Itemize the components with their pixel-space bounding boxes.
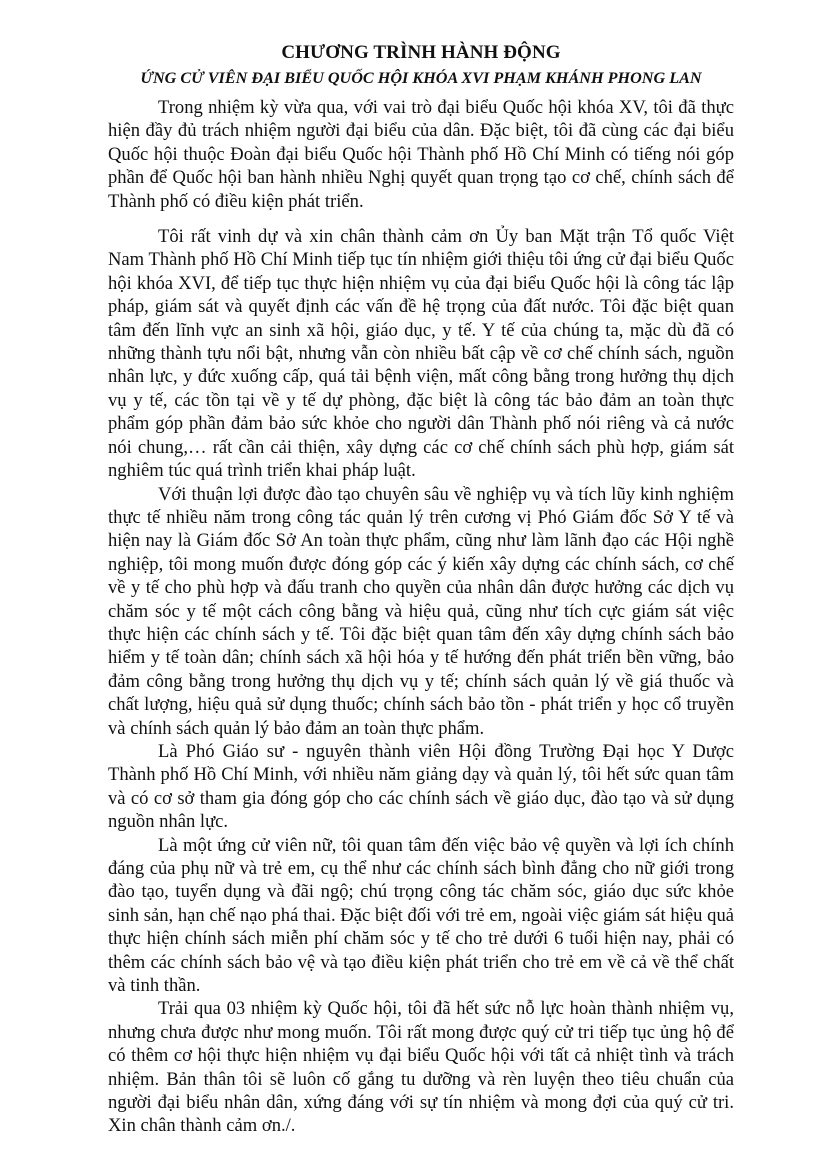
paragraph-6: Trải qua 03 nhiệm kỳ Quốc hội, tôi đã hết sức nỗ lực hoàn thành nhiệm vụ, nhưng chưa được như mong muốn. Tôi rất mong được quý cử tri tiếp tục ủng hộ để có thêm cơ hội thực hiện nhiệm vụ đại biểu Quốc hội với tất cả nhiệt tình và trách nhiệm. Bản thân tôi sẽ luôn cố gắng tu dưỡng và rèn luyện theo tiêu chuẩn của người đại biểu nhân dân, xứng đáng với sự tín nhiệm và mong đợi của quý cử tri. Xin chân thành cảm ơn./. bbox=[108, 998, 734, 1137]
paragraph-4: Là Phó Giáo sư - nguyên thành viên Hội đồng Trường Đại học Y Dược Thành phố Hồ Chí Minh, với nhiều năm giảng dạy và quản lý, tôi hết sức quan tâm và có cơ sở tham gia đóng góp cho các chính sách về giáo dục, đào tạo và sử dụng nguồn nhân lực. bbox=[108, 740, 734, 833]
paragraph-1: Trong nhiệm kỳ vừa qua, với vai trò đại biểu Quốc hội khóa XV, tôi đã thực hiện đầy đủ trách nhiệm người đại biểu của dân. Đặc biệt, tôi đã cùng các đại biểu Quốc hội thuộc Đoàn đại biểu Quốc hội Thành phố Hồ Chí Minh có tiếng nói góp phần để Quốc hội ban hành nhiều Nghị quyết quan trọng tạo cơ chế, chính sách để Thành phố có điều kiện phát triển. bbox=[108, 97, 734, 212]
document-subtitle: ỨNG CỬ VIÊN ĐẠI BIỂU QUỐC HỘI KHÓA XVI PHẠM KHÁNH PHONG LAN bbox=[140, 69, 702, 87]
paragraph-3: Với thuận lợi được đào tạo chuyên sâu về nghiệp vụ và tích lũy kinh nghiệm thực tế nhiều năm trong công tác quản lý trên cương vị Phó Giám đốc Sở Y tế và hiện nay là Giám đốc Sở An toàn thực phẩm, cũng như làm lãnh đạo các Hội nghề nghiệp, tôi mong muốn được đóng góp các ý kiến xây dựng các chính sách, cơ chế về y tế cho phù hợp và đấu tranh cho quyền của nhân dân được hưởng các dịch vụ chăm sóc y tế một cách công bằng và hiệu quả, cũng như tích cực giám sát việc thực hiện các chính sách y tế. Tôi đặc biệt quan tâm đến xây dựng chính sách bảo hiểm y tế toàn dân; chính sách xã hội hóa y tế hướng đến phát triển bền vững, bảo đảm công bằng trong hưởng thụ dịch vụ y tế; chính sách quản lý về giá thuốc và chất lượng, hiệu quả sử dụng thuốc; chính sách bảo tồn - phát triển y học cổ truyền và chính sách quản lý bảo đảm an toàn thực phẩm. bbox=[108, 483, 734, 739]
document-title: CHƯƠNG TRÌNH HÀNH ĐỘNG bbox=[281, 42, 561, 63]
paragraph-2: Tôi rất vinh dự và xin chân thành cảm ơn Ủy ban Mặt trận Tổ quốc Việt Nam Thành phố Hồ Chí Minh tiếp tục tín nhiệm giới thiệu tôi ứng cử đại biểu Quốc hội khóa XVI, để tiếp tục thực hiện nhiệm vụ của đại biểu Quốc hội là công tác lập pháp, giám sát và quyết định các vấn đề hệ trọng của đất nước. Tôi đặc biệt quan tâm đến lĩnh vực an sinh xã hội, giáo dục, y tế. Y tế của chúng ta, mặc dù đã có những thành tựu nổi bật, nhưng vẫn còn nhiều bất cập về cơ chế chính sách, nguồn nhân lực, y đức xuống cấp, quá tải bệnh viện, mất công bằng trong hưởng thụ dịch vụ y tế, các tồn tại về y tế dự phòng, đặc biệt là công tác bảo đảm an toàn thực phẩm góp phần đảm bảo sức khỏe cho người dân Thành phố nói riêng và cả nước nói chung,… rất cần cải thiện, xây dựng các cơ chế chính sách phù hợp, giám sát nghiêm túc quá trình triển khai pháp luật. bbox=[108, 226, 734, 482]
paragraph-5: Là một ứng cử viên nữ, tôi quan tâm đến việc bảo vệ quyền và lợi ích chính đáng của phụ nữ và trẻ em, cụ thể như các chính sách bình đẳng cho nữ giới trong đào tạo, tuyển dụng và đãi ngộ; chú trọng công tác chăm sóc, giáo dục sức khỏe sinh sản, hạn chế nạo phá thai. Đặc biệt đối với trẻ em, ngoài việc giám sát hiệu quả thực hiện chính sách miễn phí chăm sóc y tế cho trẻ dưới 6 tuổi hiện nay, phải có thêm các chính sách bảo vệ và tạo điều kiện phát triển cho trẻ em về cả về thể chất và tinh thần. bbox=[108, 834, 734, 997]
